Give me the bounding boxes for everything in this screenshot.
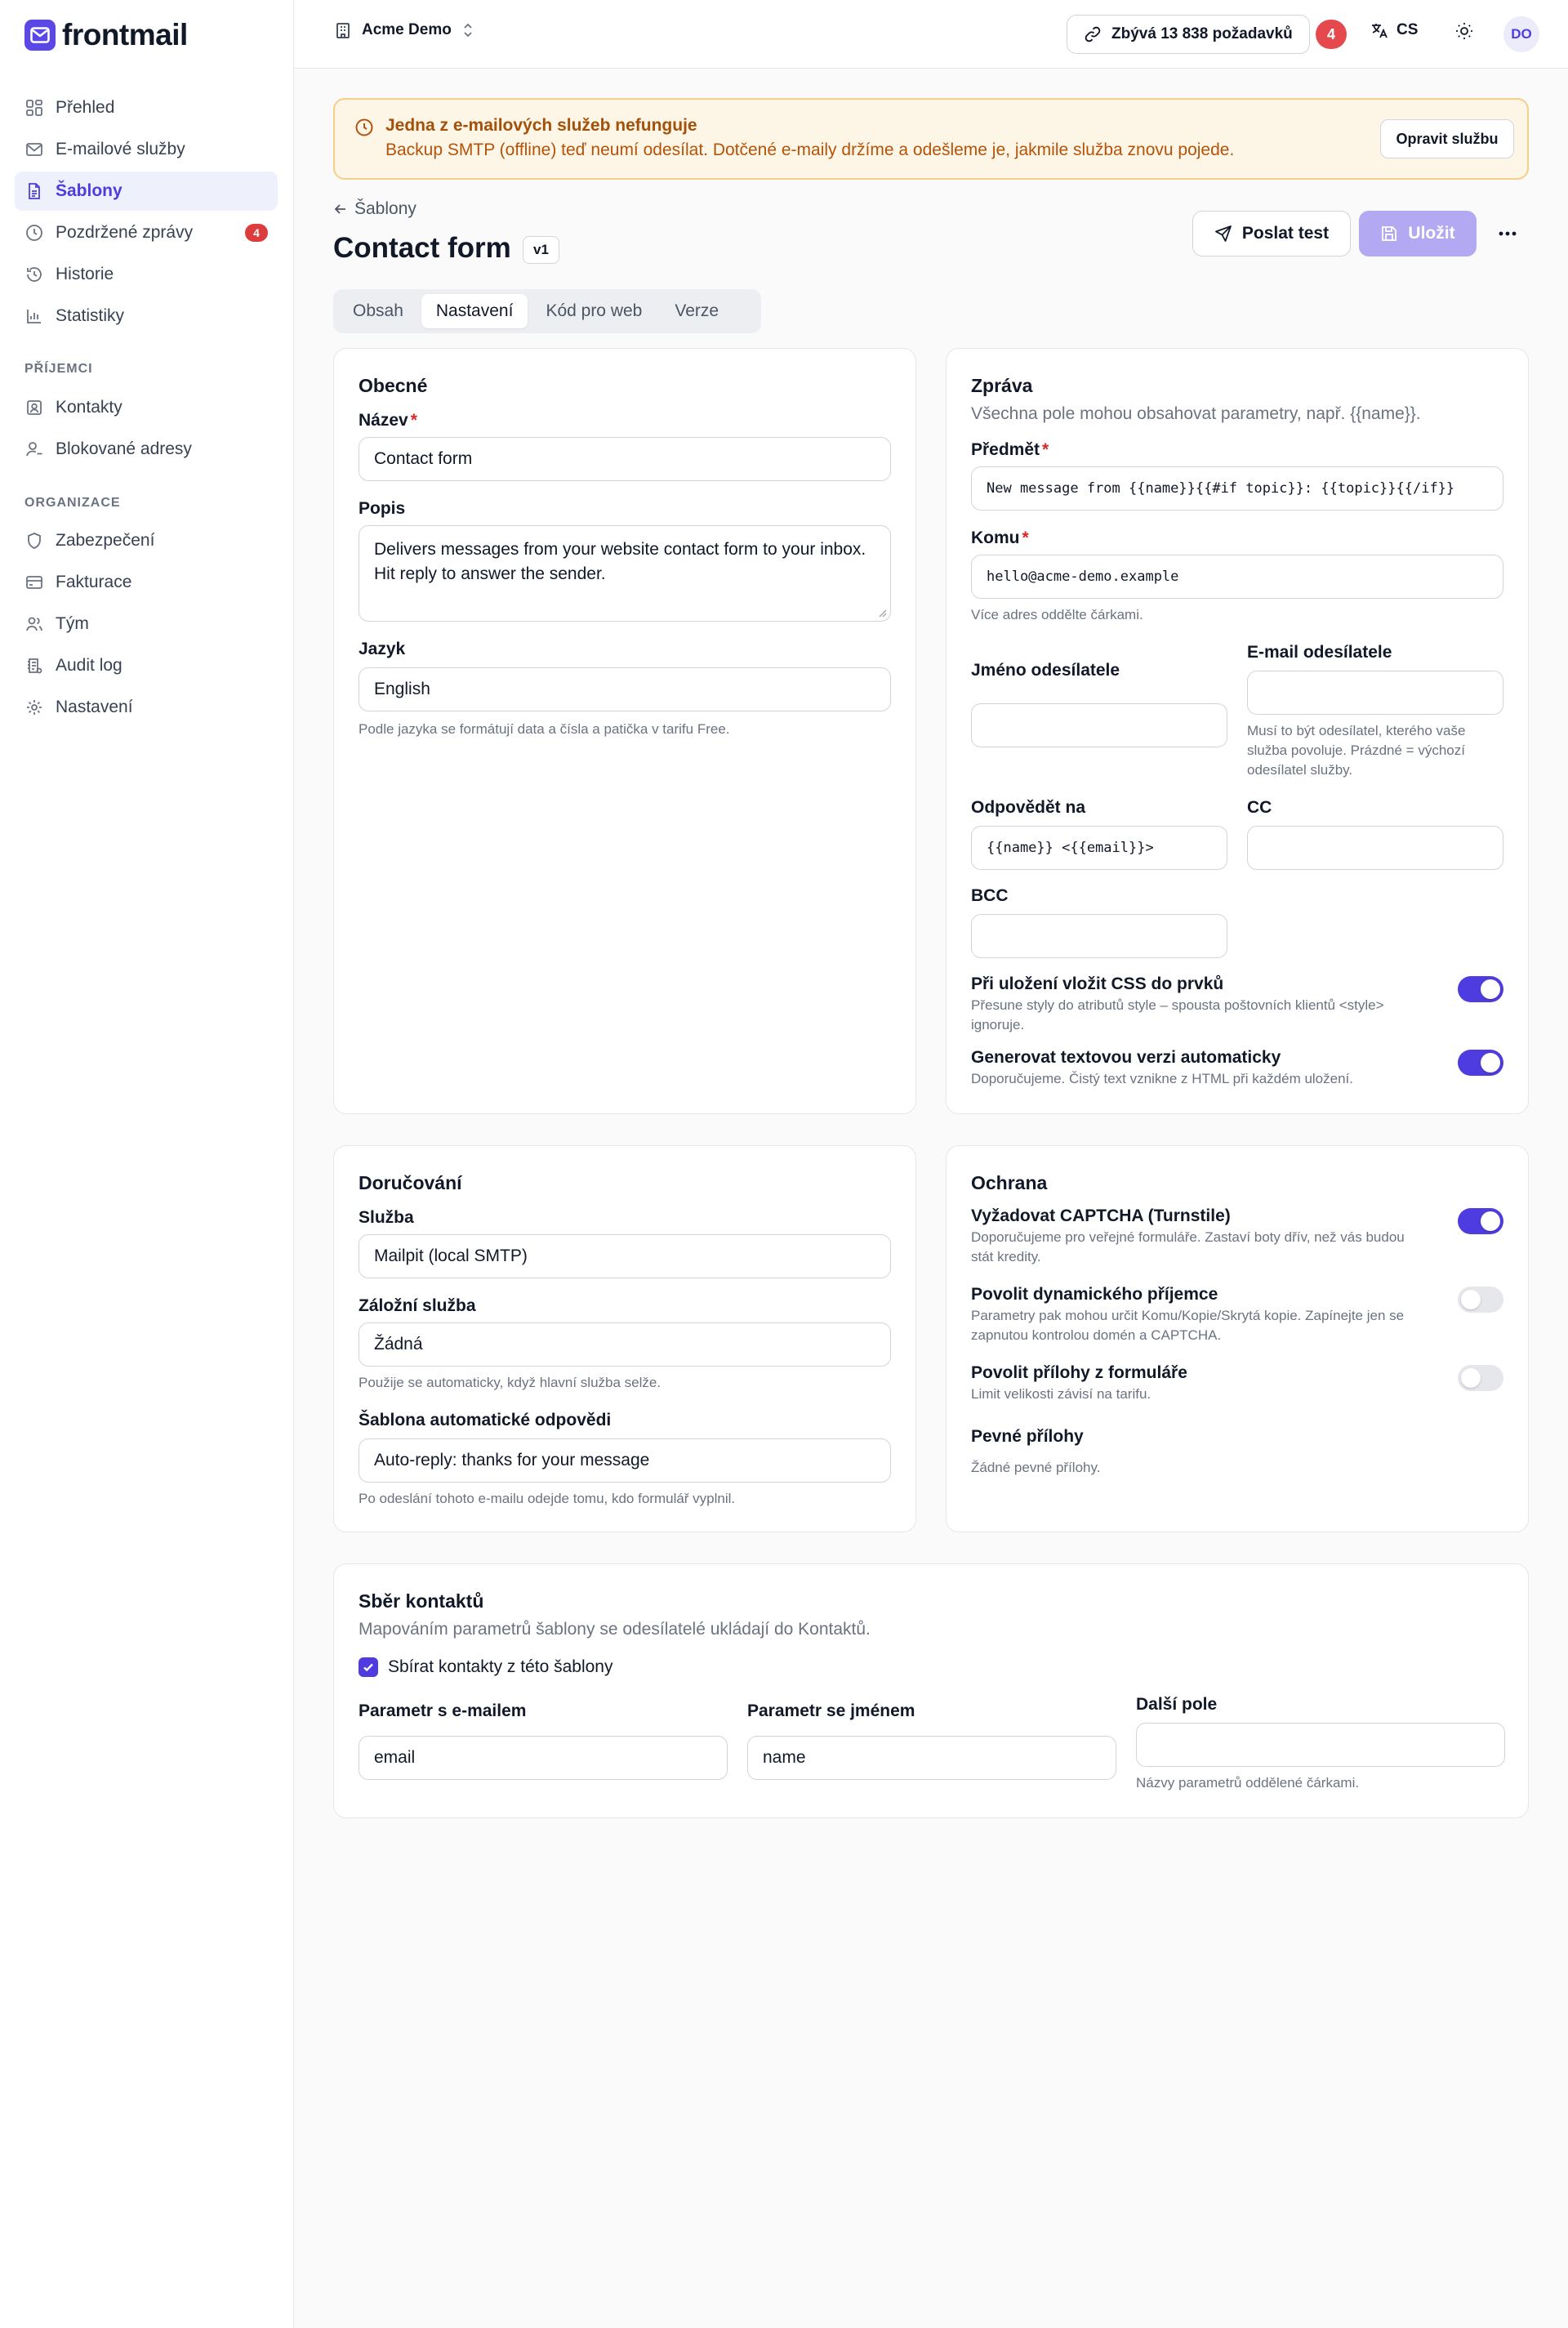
- autoreply-label: Šablona automatické odpovědi: [359, 1411, 612, 1429]
- sidebar-item-label: Kontakty: [56, 398, 122, 417]
- theme-toggle-sun-icon[interactable]: [1454, 21, 1474, 41]
- fallback-hint: Použije se automaticky, když hlavní služba selže.: [359, 1375, 662, 1390]
- captcha-toggle[interactable]: [1458, 1208, 1503, 1234]
- language-code: CS: [1396, 21, 1419, 38]
- sidebar-item-label: E-mailové služby: [56, 140, 185, 158]
- collect-contacts-checkbox[interactable]: [359, 1657, 378, 1677]
- autoreply-select[interactable]: Auto-reply: thanks for your message: [359, 1438, 891, 1483]
- to-label: Komu *: [971, 528, 1029, 547]
- send-test-button[interactable]: [1192, 211, 1351, 256]
- logo-text: frontmail: [62, 18, 188, 51]
- message-title: Zpráva: [971, 375, 1033, 396]
- extra-fields-label: Další pole: [1136, 1695, 1218, 1714]
- sidebar-item-label: Přehled: [56, 98, 115, 117]
- name-label: Název *: [359, 411, 417, 430]
- subject-label: Předmět *: [971, 440, 1049, 459]
- translate-icon: [1370, 21, 1388, 39]
- sidebar-item-label: Fakturace: [56, 573, 132, 591]
- cc-label: CC: [1247, 798, 1272, 817]
- sidebar-item-prehled[interactable]: [15, 88, 278, 127]
- quota-text: Zbývá 13 838 požadavků: [1111, 25, 1293, 42]
- tab-settings[interactable]: Nastavení: [421, 294, 528, 328]
- sidebar-item-team[interactable]: [15, 604, 278, 644]
- service-label: Služba: [359, 1208, 414, 1227]
- bcc-label: BCC: [971, 886, 1009, 905]
- sidebar-item-label: Tým: [56, 614, 89, 633]
- alert-title: Jedna z e-mailových služeb nefunguje: [385, 116, 697, 135]
- name-param-label: Parametr se jménem: [747, 1701, 915, 1720]
- tab-web-code[interactable]: Kód pro web: [546, 301, 643, 320]
- email-param-field[interactable]: email: [359, 1736, 728, 1780]
- arrow-left-icon: [333, 202, 348, 216]
- sidebar-section-organization: ORGANIZACE: [24, 496, 121, 510]
- notification-badge[interactable]: 4: [1316, 20, 1347, 49]
- logo-mail-icon: [24, 20, 56, 51]
- cc-field[interactable]: [1247, 826, 1503, 870]
- language-switcher[interactable]: [1370, 21, 1418, 39]
- delivery-card: [333, 1145, 916, 1532]
- toggle-knob: [1481, 1211, 1500, 1231]
- topbar: [295, 0, 1568, 69]
- general-card: [333, 348, 916, 1114]
- language-hint: Podle jazyka se formátují data a čísla a patička v tarifu Free.: [359, 721, 730, 737]
- sender-name-label: Jméno odesílatele: [971, 661, 1120, 680]
- audit-log-icon: [24, 656, 44, 676]
- contact-card-icon: [24, 398, 44, 417]
- captcha-desc: Doporučujeme pro veřejné formuláře. Zastaví boty dřív, než vás budou stát kredity.: [971, 1229, 1405, 1264]
- back-link-label: Šablony: [354, 199, 416, 218]
- save-icon: [1380, 225, 1398, 243]
- sender-name-field[interactable]: [971, 703, 1227, 747]
- inline-css-desc: Přesune styly do atributů style – spousta poštovních klientů <style> ignoruje.: [971, 997, 1384, 1032]
- send-test-label: Poslat test: [1241, 224, 1330, 243]
- language-label: Jazyk: [359, 640, 406, 658]
- fallback-label: Záložní služba: [359, 1296, 476, 1315]
- extra-fields-hint: Názvy parametrů oddělené čárkami.: [1136, 1775, 1360, 1791]
- sidebar-item-held-messages[interactable]: [15, 213, 278, 252]
- mail-icon: [24, 140, 44, 159]
- sidebar-item-label: Audit log: [56, 656, 122, 675]
- link-icon: [1084, 25, 1102, 43]
- page-title: Contact form: [333, 232, 511, 264]
- contacts-subtitle: Mapováním parametrů šablony se odesílatelé ukládají do Kontaktů.: [359, 1620, 871, 1639]
- team-icon: [24, 614, 44, 634]
- tabs: [333, 289, 761, 333]
- text-version-label: Generovat textovou verzi automaticky: [971, 1048, 1281, 1067]
- sender-email-field[interactable]: [1247, 671, 1503, 715]
- gear-icon: [24, 698, 44, 717]
- user-block-icon: [24, 439, 44, 459]
- checkmark-icon: [362, 1661, 375, 1674]
- avatar[interactable]: DO: [1503, 16, 1539, 52]
- dynamic-recipient-label: Povolit dynamického příjemce: [971, 1285, 1218, 1304]
- chevron-updown-icon: [461, 22, 474, 38]
- bcc-field[interactable]: [971, 914, 1227, 958]
- captcha-label: Vyžadovat CAPTCHA (Turnstile): [971, 1206, 1231, 1225]
- sidebar-item-history[interactable]: [15, 255, 278, 294]
- collect-contacts-label[interactable]: Sbírat kontakty z této šablony: [388, 1657, 613, 1676]
- sidebar-item-audit-log[interactable]: [15, 646, 278, 685]
- save-label: Uložit: [1408, 224, 1455, 243]
- name-param-field[interactable]: name: [747, 1736, 1116, 1780]
- form-attachments-label: Povolit přílohy z formuláře: [971, 1363, 1187, 1382]
- logo[interactable]: [24, 18, 188, 52]
- sender-email-hint: Musí to být odesílatel, kterého vaše služba povoluje. Prázdné = výchozí odesílatel služby.: [1247, 723, 1466, 778]
- send-icon: [1214, 225, 1232, 243]
- service-down-alert: [333, 98, 1529, 180]
- email-param-label: Parametr s e-mailem: [359, 1701, 527, 1720]
- message-card: [946, 348, 1529, 1114]
- protection-card: [946, 1145, 1529, 1532]
- inline-css-toggle[interactable]: [1458, 976, 1503, 1002]
- toggle-knob: [1481, 979, 1500, 999]
- toggle-knob: [1461, 1290, 1481, 1309]
- fixed-attachments-label: Pevné přílohy: [971, 1427, 1084, 1446]
- sidebar-item-label: Šablony: [56, 181, 122, 200]
- toggle-knob: [1481, 1053, 1500, 1073]
- sidebar-item-templates[interactable]: [15, 172, 278, 211]
- alert-message: Backup SMTP (offline) teď neumí odesílat. Dotčené e-maily držíme a odešleme je, jakmile služba znovu pojede.: [385, 140, 1235, 159]
- sidebar-item-billing[interactable]: [15, 563, 278, 602]
- language-select[interactable]: English: [359, 667, 891, 711]
- sidebar-item-settings[interactable]: [15, 688, 278, 727]
- sidebar-item-label: Pozdržené zprávy: [56, 223, 194, 242]
- text-version-toggle[interactable]: [1458, 1050, 1503, 1076]
- more-options-icon[interactable]: [1494, 222, 1521, 245]
- dynamic-recipient-toggle[interactable]: [1458, 1287, 1503, 1313]
- tab-versions[interactable]: Verze: [675, 301, 719, 320]
- inline-css-label: Při uložení vložit CSS do prvků: [971, 974, 1224, 993]
- to-hint: Více adres oddělte čárkami.: [971, 607, 1143, 622]
- clock-icon: [24, 223, 44, 243]
- service-select[interactable]: Mailpit (local SMTP): [359, 1234, 891, 1278]
- text-version-desc: Doporučujeme. Čistý text vznikne z HTML při každém uložení.: [971, 1071, 1353, 1086]
- to-field[interactable]: hello@acme-demo.example: [971, 555, 1503, 599]
- sender-email-label: E-mail odesílatele: [1247, 643, 1392, 662]
- building-icon: [334, 21, 352, 39]
- warning-clock-icon: [354, 118, 374, 137]
- fallback-select[interactable]: Žádná: [359, 1322, 891, 1367]
- autoreply-hint: Po odeslání tohoto e-mailu odejde tomu, kdo formulář vyplnil.: [359, 1491, 736, 1506]
- message-subtitle: Všechna pole mohou obsahovat parametry, např. {{name}}.: [971, 404, 1421, 423]
- sidebar-item-email-services[interactable]: [15, 130, 278, 169]
- sidebar-item-label: Statistiky: [56, 306, 125, 325]
- delivery-title: Doručování: [359, 1172, 462, 1193]
- version-badge: v1: [523, 236, 559, 264]
- credit-card-icon: [24, 573, 44, 592]
- sidebar-item-label: Historie: [56, 265, 114, 283]
- contacts-title: Sběr kontaktů: [359, 1590, 484, 1612]
- sidebar-item-label: Nastavení: [56, 698, 133, 716]
- fix-service-button[interactable]: Opravit službu: [1380, 119, 1514, 158]
- fixed-attachments-desc: Žádné pevné přílohy.: [971, 1460, 1101, 1475]
- save-button[interactable]: [1359, 211, 1477, 256]
- back-link[interactable]: [333, 199, 416, 219]
- quota-button[interactable]: [1067, 15, 1310, 54]
- held-messages-badge: 4: [245, 224, 268, 242]
- form-attachments-toggle[interactable]: [1458, 1365, 1503, 1391]
- document-icon: [24, 181, 44, 201]
- workspace-switcher[interactable]: [334, 21, 474, 39]
- sidebar-item-label: Zabezpečení: [56, 531, 155, 550]
- history-icon: [24, 265, 44, 284]
- form-attachments-desc: Limit velikosti závisí na tarifu.: [971, 1386, 1152, 1402]
- toggle-knob: [1461, 1368, 1481, 1388]
- description-textarea[interactable]: [359, 525, 891, 622]
- bar-chart-icon: [24, 306, 44, 326]
- sidebar: [0, 0, 294, 2328]
- reply-to-field[interactable]: {{name}} <{{email}}>: [971, 826, 1227, 870]
- sidebar-item-label: Blokované adresy: [56, 439, 192, 458]
- name-field[interactable]: Contact form: [359, 437, 891, 481]
- description-label: Popis: [359, 499, 406, 518]
- description-text: Delivers messages from your website contact form to your inbox. Hit reply to answer the sender.: [374, 540, 866, 583]
- dynamic-recipient-desc: Parametry pak mohou určit Komu/Kopie/Skrytá kopie. Zapínejte jen se zapnutou kontrolou domén a CAPTCHA.: [971, 1308, 1405, 1343]
- tab-content[interactable]: Obsah: [353, 301, 403, 320]
- shield-icon: [24, 531, 44, 551]
- sidebar-item-security[interactable]: [15, 521, 278, 560]
- sidebar-item-statistics[interactable]: [15, 297, 278, 336]
- contact-collection-card: [333, 1563, 1529, 1818]
- dashboard-icon: [24, 98, 44, 118]
- protection-title: Ochrana: [971, 1172, 1048, 1193]
- sidebar-section-recipients: PŘÍJEMCI: [24, 362, 93, 376]
- resize-handle-icon[interactable]: [877, 608, 887, 618]
- general-title: Obecné: [359, 375, 428, 396]
- sidebar-item-contacts[interactable]: [15, 388, 278, 427]
- sidebar-item-blocked[interactable]: [15, 430, 278, 469]
- reply-to-label: Odpovědět na: [971, 798, 1086, 817]
- subject-field[interactable]: New message from {{name}}{{#if topic}}: {{topic}}{{/if}}: [971, 466, 1503, 511]
- extra-fields-field[interactable]: [1136, 1723, 1505, 1767]
- workspace-name: Acme Demo: [362, 21, 452, 38]
